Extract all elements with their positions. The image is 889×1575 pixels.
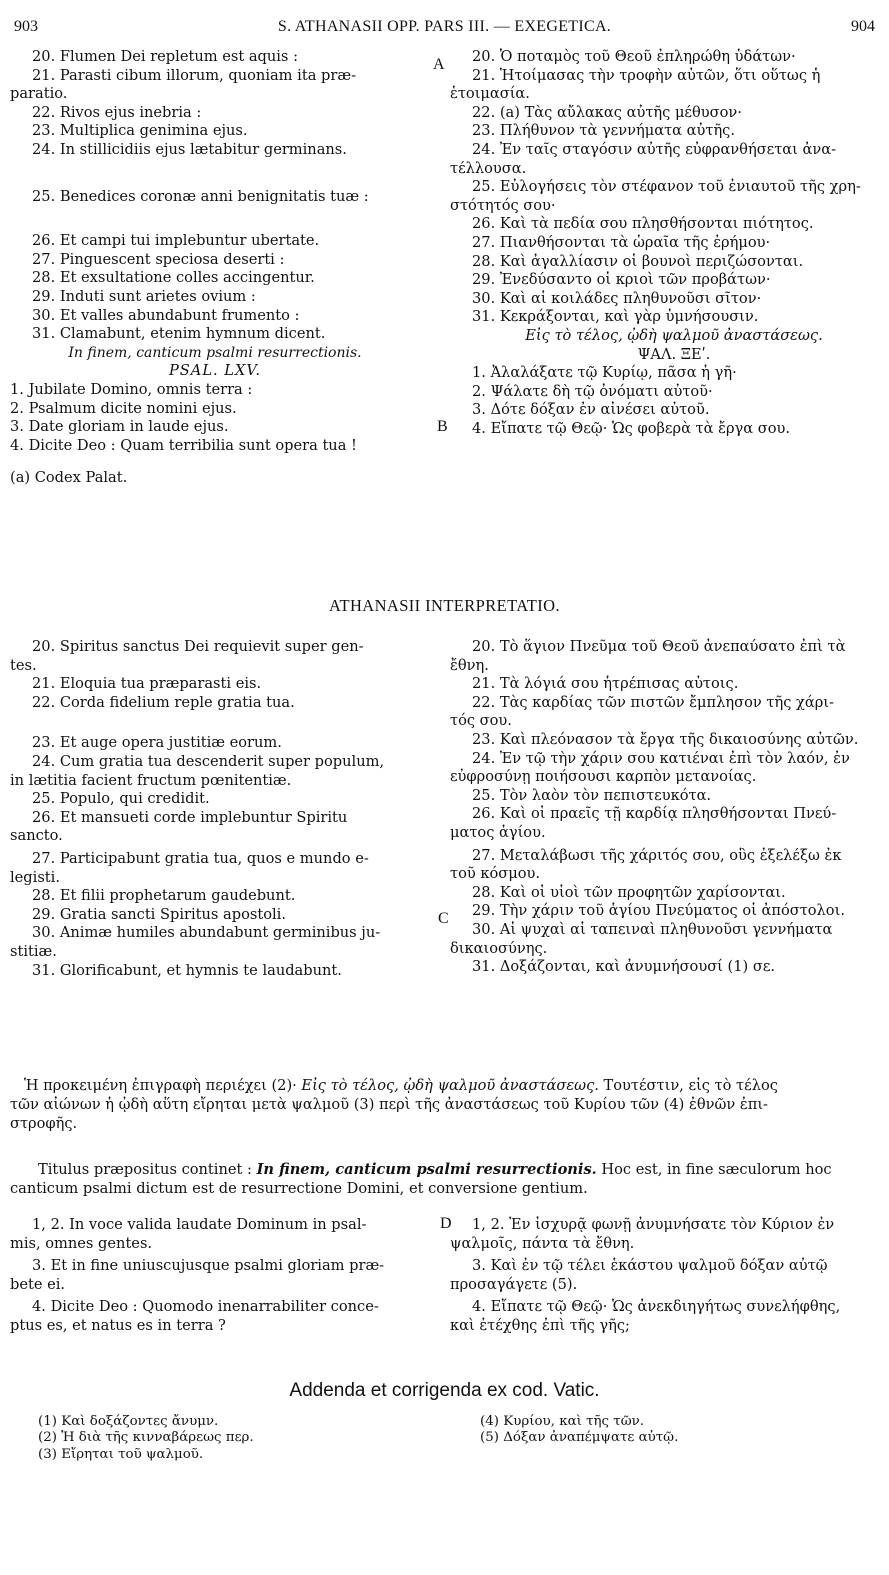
verse-line: 27. Pinguescent speciosa deserti :	[32, 250, 285, 268]
verse-line: 25. Εὐλογήσεις τὸν στέφανον τοῦ ἐνιαυτοῦ τῆς χρη-	[472, 178, 861, 196]
verse-line: 30. Et valles abundabunt frumento :	[32, 306, 300, 324]
verse-line: 1. Jubilate Domino, omnis terra :	[10, 380, 253, 398]
verse-line: τοῦ κόσμου.	[450, 865, 541, 883]
verse-line: ματος ἁγίου.	[450, 823, 546, 841]
verse-line: 27. Μεταλάβωσι τῆς χάριτός σου, οὓς ἐξελέξω ἐκ	[472, 846, 842, 864]
latin-para-title: In finem, canticum psalmi resurrectionis.	[256, 1161, 597, 1178]
verse-line: εὐφροσύνῃ ποιήσουσι καρπὸν μετανοίας.	[450, 768, 757, 786]
running-header	[14, 18, 875, 40]
verse-line: 23. Καὶ πλεόνασον τὰ ἔργα τῆς δικαιοσύνης αὐτῶν.	[472, 730, 859, 748]
addenda-item: (4) Κυρίου, καὶ τῆς τῶν.	[480, 1414, 645, 1429]
greek-psalm-column	[450, 48, 876, 438]
verse-line: 26. Et mansueti corde implebuntur Spiritu	[32, 808, 348, 826]
verse-line: 25. Τὸν λαὸν τὸν πεπιστευκότα.	[472, 786, 712, 804]
page-number-left: 903	[14, 18, 38, 35]
greek-para-text: Τουτέστιν, εἰς τὸ τέλος	[598, 1077, 778, 1094]
addenda-item: (2) Ἡ διὰ τῆς κινναβάρεως περ.	[38, 1430, 254, 1446]
verse-line: ψαλμοῖς, πάντα τὰ ἔθνη.	[450, 1234, 635, 1252]
verse-line: ἔθνη.	[450, 656, 489, 674]
greek-para-text: Ἡ προκειμένη ἐπιγραφὴ περιέχει (2)·	[24, 1077, 302, 1094]
psalm-inscription-greek: Εἰς τὸ τέλος, ᾠδὴ ψαλμοῦ ἀναστάσεως.	[525, 326, 823, 344]
verse-line: 31. Clamabunt, etenim hymnum dicent.	[32, 325, 326, 343]
verse-line: 22. Rivos ejus inebria :	[32, 103, 202, 121]
greek-commentary-paragraph	[10, 1076, 876, 1133]
verse-line: 21. Eloquia tua præparasti eis.	[32, 675, 262, 693]
latin-bottom-column	[10, 1216, 420, 1336]
verse-line: 30. Καὶ αἱ κοιλάδες πληθυνοῦσι σῖτον·	[472, 289, 762, 307]
verse-line: sancto.	[10, 827, 63, 845]
verse-line: 20. Τὸ ἅγιον Πνεῦμα τοῦ Θεοῦ ἀνεπαύσατο ἐπὶ τὰ	[472, 638, 846, 655]
verse-line: 29. Induti sunt arietes ovium :	[32, 287, 256, 305]
verse-line: 22. (a) Τὰς αὔλακας αὐτῆς μέθυσον·	[472, 103, 742, 121]
verse-line: 20. Flumen Dei repletum est aquis :	[32, 48, 298, 65]
verse-line: mis, omnes gentes.	[10, 1234, 153, 1252]
verse-line: 3. Καὶ ἐν τῷ τέλει ἑκάστου ψαλμοῦ δόξαν αὐτῷ	[472, 1257, 828, 1275]
margin-marker-a: A	[433, 56, 445, 73]
verse-line: 20. Ὁ ποταμὸς τοῦ Θεοῦ ἐπληρώθη ὑδάτων·	[472, 48, 796, 65]
verse-line: 25. Benedices coronæ anni benignitatis tuæ :	[32, 187, 369, 205]
latin-para-line: canticum psalmi dictum est de resurrectione Domini, et conversione gentium.	[10, 1180, 588, 1197]
verse-line: 28. Et exsultatione colles accingentur.	[32, 269, 315, 287]
running-title: S. ATHANASII OPP. PARS III. — EXEGETICA.	[277, 18, 612, 35]
verse-line: 22. Corda fidelium reple gratia tua.	[32, 693, 295, 711]
verse-line: 3. Date gloriam in laude ejus.	[10, 418, 229, 436]
latin-para-text: Titulus præpositus continet :	[38, 1161, 257, 1178]
verse-line: 24. Ἐν τῷ τὴν χάριν σου κατιέναι ἐπὶ τὸν λαόν, ἐν	[472, 749, 850, 767]
verse-line: 22. Τὰς καρδίας τῶν πιστῶν ἔμπλησον τῆς χάρι-	[472, 693, 834, 711]
greek-interpretation-column	[450, 638, 876, 977]
verse-line: 25. Populo, qui credidit.	[32, 790, 210, 808]
greek-para-line: στροφῆς.	[10, 1115, 78, 1132]
verse-line: 28. Καὶ ἀγαλλίασιν οἱ βουνοὶ περιζώσονται.	[472, 252, 804, 270]
verse-line: ἑτοιμασία.	[450, 85, 530, 103]
verse-line: bete ei.	[10, 1275, 66, 1293]
verse-line: 23. Πλήθυνον τὰ γεννήματα αὐτῆς.	[472, 122, 735, 140]
verse-line: 27. Participabunt gratia tua, quos e mundo e-	[32, 849, 369, 867]
verse-line: 2. Psalmum dicite nomini ejus.	[10, 399, 237, 417]
verse-line: 20. Spiritus sanctus Dei requievit super gen-	[32, 638, 364, 655]
section-title: ATHANASII INTERPRETATIO.	[328, 596, 560, 615]
verse-line: στότητός σου·	[450, 196, 556, 214]
margin-marker-d: D	[440, 1215, 452, 1232]
addenda-right	[480, 1414, 860, 1447]
verse-line: stitiæ.	[10, 942, 57, 960]
verse-line: καὶ ἐτέχθης ἐπὶ τῆς γῆς;	[450, 1316, 630, 1334]
verse-line: 29. Gratia sancti Spiritus apostoli.	[32, 905, 286, 923]
verse-line: 1, 2. Ἐν ἰσχυρᾷ φωνῇ ἀνυμνήσατε τὸν Κύριον ἐν	[472, 1216, 835, 1233]
verse-line: 27. Πιανθήσονται τὰ ὡραῖα τῆς ἐρήμου·	[472, 233, 771, 251]
verse-line: 2. Ψάλατε δὴ τῷ ὀνόματι αὐτοῦ·	[472, 382, 713, 400]
greek-para-line: τῶν αἰώνων ἡ ᾠδὴ αὕτη εἴρηται μετὰ ψαλμοῦ (3) περὶ τῆς ἀναστάσεως τοῦ Κυρίου τῶν (4) ἐθνῶν ἐπι-	[10, 1096, 768, 1113]
verse-line: 3. Et in fine uniuscujusque psalmi gloriam præ-	[32, 1257, 385, 1275]
verse-line: τός σου.	[450, 712, 512, 730]
margin-marker-c: C	[438, 910, 449, 927]
addenda-item: (1) Καὶ δοξάζοντες ἄνυμν.	[38, 1414, 219, 1429]
verse-line: 31. Δοξάζονται, καὶ ἀνυμνήσουσί (1) σε.	[472, 958, 776, 976]
greek-bottom-column	[450, 1216, 876, 1336]
verse-line: 3. Δότε δόξαν ἐν αἰνέσει αὐτοῦ.	[472, 401, 710, 419]
verse-line: 23. Multiplica genimina ejus.	[32, 122, 248, 140]
psalm-heading-greek: ΨΑΛ. ΞΕʹ.	[637, 345, 711, 363]
verse-line: 21. Parasti cibum illorum, quoniam ita præ-	[32, 66, 356, 84]
verse-line: 1, 2. In voce valida laudate Dominum in psal-	[32, 1216, 367, 1233]
latin-interpretation-column	[10, 638, 420, 980]
greek-para-title: Εἰς τὸ τέλος, ᾠδὴ ψαλμοῦ ἀναστάσεως.	[301, 1077, 599, 1094]
margin-marker-b: B	[437, 418, 448, 435]
verse-line: in lætitia facient fructum pœnitentiæ.	[10, 771, 292, 789]
verse-line: 4. Εἴπατε τῷ Θεῷ· Ὡς φοβερὰ τὰ ἔργα σου.	[472, 419, 791, 437]
addenda-item: (3) Εἴρηται τοῦ ψαλμοῦ.	[38, 1446, 204, 1462]
verse-line: 21. Ἡτοίμασας τὴν τροφὴν αὐτῶν, ὅτι οὕτως ἡ	[472, 66, 821, 84]
verse-line: tes.	[10, 656, 37, 674]
verse-line: δικαιοσύνης.	[450, 939, 548, 957]
verse-line: 4. Dicite Deo : Quomodo inenarrabiliter conce-	[32, 1298, 379, 1316]
psalm-heading: PSAL. LXV.	[168, 362, 262, 380]
verse-line: 28. Et filii prophetarum gaudebunt.	[32, 887, 296, 905]
addenda-item: (5) Δόξαν ἀναπέμψατε αὐτῷ.	[480, 1430, 679, 1446]
verse-line: 28. Καὶ οἱ υἱοὶ τῶν προφητῶν χαρίσονται.	[472, 883, 786, 901]
latin-psalm-column	[10, 48, 420, 488]
verse-line: 24. Ἐν ταῖς σταγόσιν αὐτῆς εὐφρανθήσεται ἀνα-	[472, 140, 837, 158]
verse-line: 31. Glorificabunt, et hymnis te laudabunt.	[32, 961, 342, 979]
verse-line: paratio.	[10, 85, 68, 103]
latin-commentary-paragraph	[10, 1160, 876, 1198]
addenda-left	[38, 1414, 438, 1463]
verse-line: 26. Καὶ οἱ πραεῖς τῇ καρδίᾳ πλησθήσονται Πνεύ-	[472, 805, 837, 823]
verse-line: 1. Ἀλαλάξατε τῷ Κυρίῳ, πᾶσα ἡ γῆ·	[472, 364, 737, 382]
latin-para-text: Hoc est, in fine sæculorum hoc	[596, 1161, 832, 1178]
verse-line: 29. Ἐνεδύσαντο οἱ κριοὶ τῶν προβάτων·	[472, 271, 771, 289]
verse-line: 23. Et auge opera justitiæ eorum.	[32, 734, 282, 752]
page-number-right: 904	[851, 18, 875, 35]
verse-line: 4. Εἴπατε τῷ Θεῷ· Ὡς ἀνεκδιηγήτως συνελήφθης,	[472, 1298, 841, 1316]
verse-line: 26. Καὶ τὰ πεδία σου πλησθήσονται πιότητος.	[472, 215, 814, 233]
verse-line: 24. Cum gratia tua descenderit super populum,	[32, 752, 385, 770]
verse-line: 26. Et campi tui implebuntur ubertate.	[32, 232, 320, 250]
verse-line: 31. Κεκράξονται, καὶ γὰρ ὑμνήσουσιν.	[472, 308, 759, 326]
footnote-a: (a) Codex Palat.	[10, 469, 128, 487]
verse-line: προσαγάγετε (5).	[450, 1275, 578, 1293]
psalm-inscription: In finem, canticum psalmi resurrectionis.	[68, 344, 362, 361]
verse-line: 30. Αἱ ψυχαὶ αἱ ταπειναὶ πληθυνοῦσι γεννήματα	[472, 920, 833, 938]
verse-line: 30. Animæ humiles abundabunt germinibus ju-	[32, 924, 381, 942]
verse-line: legisti.	[10, 868, 60, 886]
verse-line: ptus es, et natus es in terra ?	[10, 1316, 226, 1334]
verse-line: 24. In stillicidiis ejus lætabitur germinans.	[32, 140, 347, 158]
verse-line: 21. Τὰ λόγιά σου ἡτρέπισας αὐτοις.	[472, 675, 739, 693]
verse-line: τέλλουσα.	[450, 159, 527, 177]
addenda-title: Addenda et corrigenda ex cod. Vatic.	[289, 1380, 600, 1401]
verse-line: 29. Τὴν χάριν τοῦ ἁγίου Πνεύματος οἱ ἀπόστολοι.	[472, 902, 845, 920]
verse-line: 4. Dicite Deo : Quam terribilia sunt opera tua !	[10, 436, 357, 454]
